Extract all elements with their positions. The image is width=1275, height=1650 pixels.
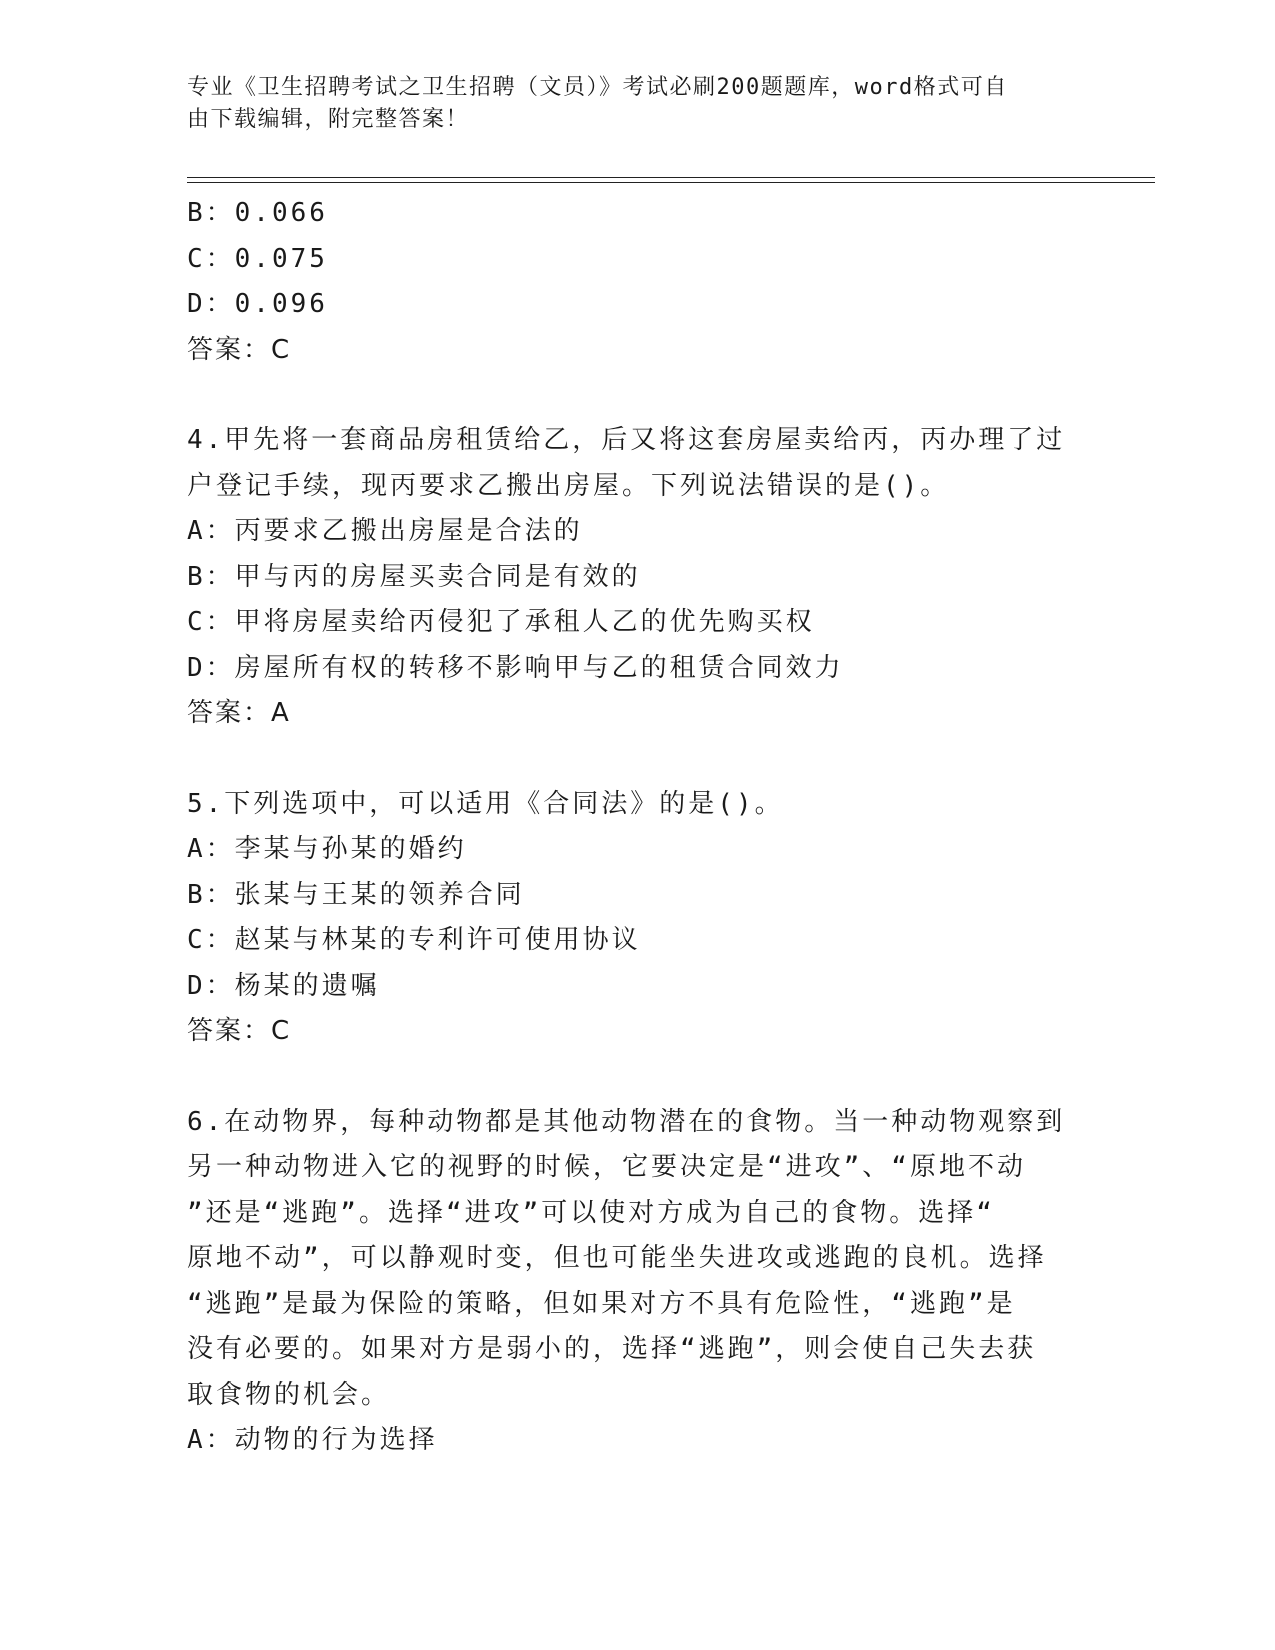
- option-text: 张某与王某的领养合同: [234, 879, 525, 910]
- option-text: 丙要求乙搬出房屋是合法的: [234, 516, 583, 546]
- question-6: [187, 1100, 1067, 1464]
- option-text: 赵某与林某的专利许可使用协议: [234, 925, 641, 955]
- option-b: [187, 191, 1067, 237]
- option-text: 甲将房屋卖给丙侵犯了承租人乙的优先购买权: [234, 607, 815, 637]
- header-line-1: 专业《卫生招聘考试之卫生招聘（文员）》考试必刷200题题库，word格式可自: [187, 75, 1008, 100]
- question-stem-line: 6.在动物界，每种动物都是其他动物潜在的食物。当一种动物观察到: [187, 1106, 1066, 1137]
- option-a: [187, 509, 1067, 555]
- answer-line: 答案：C: [187, 1016, 292, 1046]
- question-stem-line: ”还是“逃跑”。选择“进攻”可以使对方成为自己的食物。选择“: [187, 1197, 995, 1228]
- option-key: C：: [187, 243, 235, 274]
- option-key: D：: [187, 970, 235, 1001]
- option-b: [187, 873, 1067, 919]
- question-stem: [187, 1100, 1067, 1419]
- question-stem: [187, 782, 1067, 828]
- question-5: [187, 782, 1067, 1055]
- option-c: [187, 918, 1067, 964]
- header-divider-bottom: [187, 182, 1155, 183]
- option-key: D：: [187, 652, 235, 683]
- option-text: 0.066: [234, 198, 328, 228]
- option-d: [187, 282, 1067, 328]
- option-key: D：: [187, 289, 235, 319]
- header-divider-top: [187, 177, 1155, 178]
- question-stem-line: 取食物的机会。: [187, 1379, 391, 1410]
- option-d: [187, 964, 1067, 1010]
- option-key: C：: [187, 925, 235, 955]
- option-key: B：: [187, 198, 235, 228]
- option-b: [187, 555, 1067, 601]
- answer-line: 答案：A: [187, 698, 291, 728]
- option-text: 动物的行为选择: [234, 1425, 438, 1455]
- option-a: [187, 1418, 1067, 1464]
- option-c: [187, 237, 1067, 283]
- question-stem-line: 4.甲先将一套商品房租赁给乙，后又将这套房屋卖给丙，丙办理了过: [187, 425, 1066, 455]
- question-content: [187, 191, 1067, 1464]
- option-key: B：: [187, 879, 235, 910]
- option-text: 房屋所有权的转移不影响甲与乙的租赁合同效力: [234, 652, 844, 683]
- page-header: [187, 72, 1067, 136]
- option-text: 甲与丙的房屋买卖合同是有效的: [234, 561, 641, 592]
- option-text: 李某与孙某的婚约: [234, 834, 467, 864]
- option-key: B：: [187, 561, 235, 592]
- option-key: A：: [187, 1425, 235, 1455]
- option-key: C：: [187, 607, 235, 637]
- header-line-2: 由下载编辑，附完整答案！: [187, 107, 470, 132]
- option-c: [187, 600, 1067, 646]
- question-3-tail: [187, 191, 1067, 373]
- option-a: [187, 827, 1067, 873]
- option-key: A：: [187, 516, 235, 546]
- question-4: [187, 418, 1067, 737]
- answer-line: 答案：C: [187, 334, 292, 365]
- question-stem-line: 户登记手续，现丙要求乙搬出房屋。下列说法错误的是()。: [187, 470, 950, 501]
- question-stem-line: 5.下列选项中，可以适用《合同法》的是()。: [187, 788, 784, 819]
- option-text: 杨某的遗嘱: [234, 970, 380, 1001]
- question-stem-line: 另一种动物进入它的视野的时候，它要决定是“进攻”、“原地不动: [187, 1152, 1026, 1182]
- question-stem: [187, 418, 1067, 509]
- question-stem-line: 原地不动”，可以静观时变，但也可能坐失进攻或逃跑的良机。选择: [187, 1243, 1047, 1273]
- question-stem-line: 没有必要的。如果对方是弱小的，选择“逃跑”，则会使自己失去获: [187, 1334, 1037, 1364]
- option-key: A：: [187, 834, 235, 864]
- question-stem-line: “逃跑”是最为保险的策略，但如果对方不具有危险性，“逃跑”是: [187, 1288, 1016, 1319]
- option-d: [187, 646, 1067, 692]
- option-text: 0.096: [234, 289, 328, 319]
- option-text: 0.075: [234, 243, 328, 274]
